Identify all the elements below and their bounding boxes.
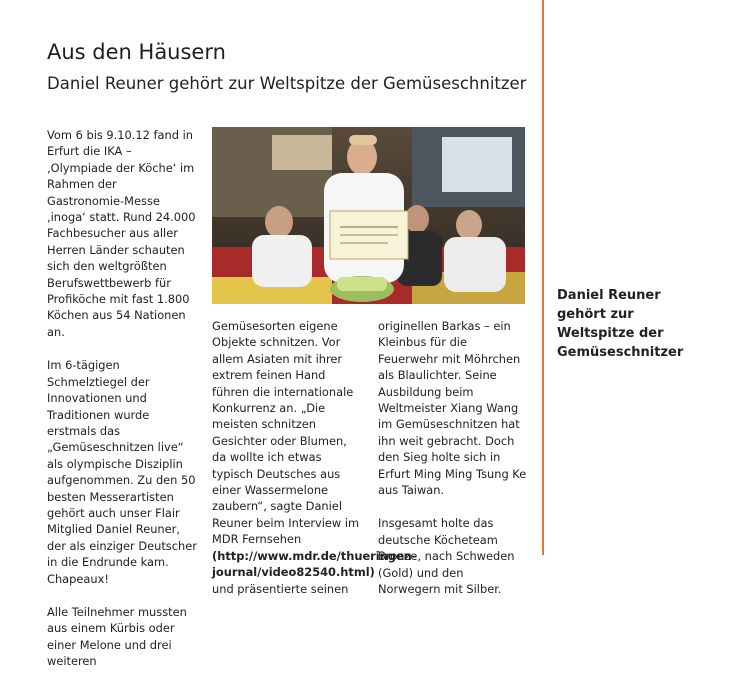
paragraph-teilnehmer: Alle Teilnehmer mussten aus einem Kürbis oder einer Melone und drei weiteren: [47, 604, 187, 669]
mdr-video-link[interactable]: (http://www.mdr.de/thueringen-journal/video82540.html): [212, 548, 417, 580]
article-headline: Daniel Reuner gehört zur Weltspitze der Gemüseschnitzer: [47, 74, 527, 93]
section-title: Aus den Häusern: [47, 40, 226, 64]
sidebar-caption: Daniel Reuner gehört zur Weltspitze der Gemüseschnitzer: [557, 288, 684, 360]
article-column-3: [378, 318, 528, 615]
paragraph-intro: Vom 6 bis 9.10.12 fand in Erfurt die IKA – ‚Olympiade der Köche‘ im Rahmen der Gastronomie-Messe ‚inoga‘ statt. Rund 24.000 Fachbesucher aus aller Herren Länder schauten sich den weltgrößten Berufswettbewerb für Profiköche mit fast 1.800 Köchen aus 54 Nationen an.: [47, 128, 196, 339]
orange-divider: [542, 0, 544, 555]
paragraph-medaillen: Insgesamt holte das deutsche Köcheteam Bronze, nach Schweden (Gold) und den Norwegern mit Silber.: [378, 516, 515, 597]
paragraph-gemuesesorten: [212, 318, 417, 597]
article-photo: [212, 127, 525, 304]
paragraph-gemuesesorten-tail: und präsentierte seinen: [212, 581, 349, 596]
paragraph-barkas: originellen Barkas – ein Kleinbus für die Feuerwehr mit Möhrchen als Blaulichter. Seine Ausbildung beim Weltmeister Xiang Wang im Gemüseschnitzen hat ihn weit gebracht. Doch den Sieg holte sich in Erfurt Ming Ming Tsung Ke aus Taiwan.: [378, 319, 527, 498]
photo-chef-with-certificate: [212, 127, 525, 304]
paragraph-gemuesesorten-text: Gemüsesorten eigene Objekte schnitzen. Vor allem Asiaten mit ihrer extrem feinen Hand führen die internationale Konkurrenz an. „Die meisten schnitzen Gesichter oder Blumen, da wollte ich etwas typisch Deutsches aus einer Wassermelone zaubern“, sagte Daniel Reuner beim Interview im MDR Fernsehen: [212, 319, 360, 547]
article-column-1: [47, 127, 197, 687]
article-column-2: [212, 318, 417, 614]
paragraph-schmelztiegel: Im 6-tägigen Schmelztiegel der Innovationen und Traditionen wurde erstmals das „Gemüseschnitzen live“ als olympische Disziplin aufgenommen. Zu den 50 besten Messerartisten gehört auch unser Flair Mitglied Daniel Reuner, der als einziger Deutscher in die Endrunde kam. Chapeaux!: [47, 358, 197, 586]
